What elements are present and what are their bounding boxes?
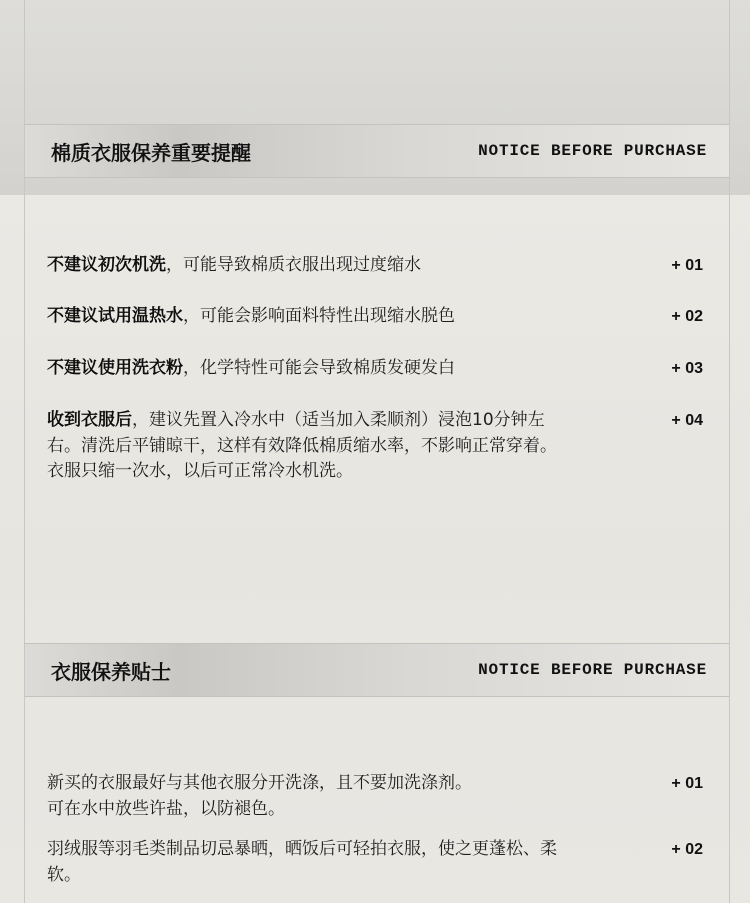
item-rest: ，化学特性可能会导致棉质发硬发白 <box>183 358 455 378</box>
item-line1: 新买的衣服最好与其他衣服分开洗涤，且不要加洗涤剂。 <box>47 773 472 793</box>
item-rest: ，建议先置入冷水中（适当加入柔顺剂）浸泡10分钟左右。清洗后平铺晾干，这样有效降低棉质缩水率，不影响正常穿着。 <box>47 410 557 456</box>
list-item <box>47 253 707 279</box>
section-header-care-reminder <box>25 124 729 178</box>
item-rest: ，可能导致棉质衣服出现过度缩水 <box>166 255 421 275</box>
item-text <box>47 253 557 279</box>
item-bold: 不建议初次机洗 <box>47 255 166 275</box>
section-header-care-tips <box>25 643 729 697</box>
item-number: + 02 <box>671 308 703 325</box>
section-title: 衣服保养贴士 <box>51 660 171 684</box>
list-item <box>47 408 707 485</box>
section-title: 棉质衣服保养重要提醒 <box>51 141 251 165</box>
list-item <box>47 771 707 822</box>
item-rest: ，可能会影响面料特性出现缩水脱色 <box>183 306 455 326</box>
item-number: + 01 <box>671 775 703 792</box>
item-text <box>47 304 557 330</box>
item-number: + 01 <box>671 257 703 274</box>
list-item <box>47 356 707 382</box>
item-text <box>47 356 557 382</box>
item-text <box>47 837 557 888</box>
list-item <box>47 837 707 888</box>
item-line2: 可在水中放些许盐，以防褪色。 <box>47 798 285 819</box>
list-item <box>47 304 707 330</box>
item-number: + 02 <box>671 841 703 858</box>
item-line1: 羽绒服等羽毛类制品切忌暴晒，晒饭后可轻拍衣服，使之更蓬松、柔软。 <box>47 839 557 885</box>
item-text <box>47 408 557 485</box>
item-text <box>47 771 557 822</box>
item-bold: 不建议使用洗衣粉 <box>47 358 183 378</box>
section-notice: NOTICE BEFORE PURCHASE <box>478 661 707 679</box>
item-rest-line2: 衣服只缩一次水，以后可正常冷水机洗。 <box>47 461 353 481</box>
section-notice: NOTICE BEFORE PURCHASE <box>478 142 707 160</box>
item-bold: 不建议试用温热水 <box>47 306 183 326</box>
item-number: + 03 <box>671 360 703 377</box>
item-number: + 04 <box>671 412 703 429</box>
item-bold: 收到衣服后 <box>47 410 132 430</box>
